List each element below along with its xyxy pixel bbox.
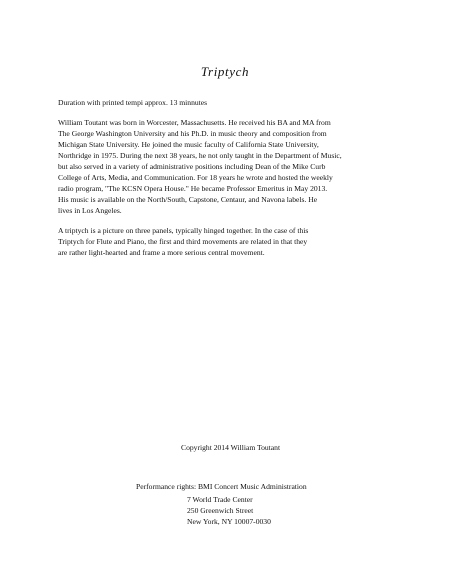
triptych-line: are rather light-hearted and frame a more serious central movement. (58, 248, 265, 257)
bmi-address (187, 494, 271, 527)
triptych-line: A triptych is a picture on three panels, typically hinged together. In the case of this (58, 226, 309, 235)
address-line: New York, NY 10007-0030 (187, 517, 271, 526)
bio-line: Michigan State University. He joined the music faculty of California State University, (58, 140, 319, 149)
bio-line: His music is available on the North/South, Capstone, Centaur, and Navona labels. He (58, 195, 318, 204)
bio-line: William Toutant was born in Worcester, Massachusetts. He received his BA and MA from (58, 118, 331, 127)
triptych-line: Triptych for Flute and Piano, the first and third movements are related in that they (58, 237, 308, 246)
document-title: Triptych (200, 64, 250, 79)
duration-note: Duration with printed tempi approx. 13 minnutes (58, 98, 208, 107)
composer-biography (58, 117, 418, 216)
copyright-notice: Copyright 2014 William Toutant (181, 443, 281, 452)
performance-rights: Performance rights: BMI Concert Music Administration (136, 482, 307, 491)
bio-line: College of Arts, Media, and Communication. For 18 years he wrote and hosted the weekly (58, 173, 333, 182)
bio-line: The George Washington University and his Ph.D. in music theory and composition from (58, 129, 327, 138)
bio-line: lives in Los Angeles. (58, 206, 122, 215)
address-line: 250 Greenwich Street (187, 506, 254, 515)
triptych-description (58, 225, 418, 258)
bio-line: Northridge in 1975. During the next 38 years, he not only taught in the Department of Music, (58, 151, 342, 160)
bio-line: radio program, "The KCSN Opera House." He became Professor Emeritus in May 2013. (58, 184, 328, 193)
bio-line: but also served in a variety of administrative positions including Dean of the Mike Curb (58, 162, 326, 171)
address-line: 7 World Trade Center (187, 495, 253, 504)
